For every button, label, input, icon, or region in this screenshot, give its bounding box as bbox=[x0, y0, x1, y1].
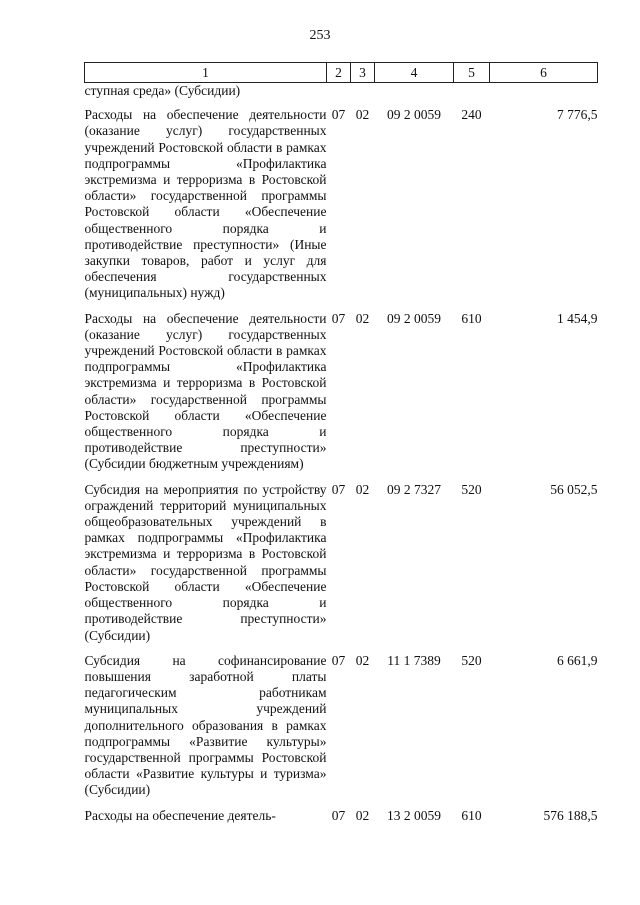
table-row bbox=[85, 808, 598, 833]
continuation-row bbox=[85, 83, 598, 108]
row-expense-type: 520 bbox=[461, 652, 482, 668]
row-subsection: 02 bbox=[355, 807, 370, 823]
row-subsection: 02 bbox=[355, 310, 370, 326]
table-row bbox=[85, 311, 598, 482]
row-amount: 576 188,5 bbox=[543, 807, 598, 823]
table-row bbox=[85, 653, 598, 808]
row-target-code: 09 2 0059 bbox=[387, 107, 441, 123]
row-amount: 7 776,5 bbox=[557, 107, 598, 123]
row-description: Расходы на обеспечение деятель- bbox=[84, 807, 276, 823]
row-target-code: 09 2 0059 bbox=[387, 310, 441, 326]
column-header-5: 5 bbox=[454, 63, 490, 83]
table-row bbox=[85, 107, 598, 310]
row-expense-type: 610 bbox=[461, 310, 482, 326]
row-amount: 1 454,9 bbox=[557, 310, 598, 326]
row-section: 07 bbox=[331, 107, 346, 123]
column-header-1: 1 bbox=[85, 63, 327, 83]
row-section: 07 bbox=[331, 807, 346, 823]
row-expense-type: 610 bbox=[461, 807, 482, 823]
row-expense-type: 240 bbox=[461, 107, 482, 123]
row-target-code: 09 2 7327 bbox=[387, 481, 441, 497]
column-header-6: 6 bbox=[490, 63, 598, 83]
column-header-2: 2 bbox=[327, 63, 351, 83]
row-description: Субсидия на софинансирование повышения заработной платы педагогическим работникам муниципальных учреждений дополнительного образования в рамках подпрограммы «Развитие культуры» государственной программы Ростовской области «Развитие культуры и туризма» (Субсидии) bbox=[84, 652, 327, 798]
continuation-text: ступная среда» (Субсидии) bbox=[84, 83, 241, 98]
row-section: 07 bbox=[331, 481, 346, 497]
row-target-code: 11 1 7389 bbox=[387, 652, 441, 668]
row-target-code: 13 2 0059 bbox=[387, 807, 441, 823]
row-description: Расходы на обеспечение деятельности (оказание услуг) государственных учреждений Ростовской области в рамках подпрограммы «Профилактика экстремизма и терроризма в Ростовской области» государственной программы Ростовской области «Обеспечение общественного порядка и противодействие преступности» (Субсидии бюджетным учреждениям) bbox=[84, 310, 327, 472]
table-row bbox=[85, 482, 598, 653]
budget-table bbox=[84, 62, 598, 833]
row-expense-type: 520 bbox=[461, 481, 482, 497]
row-amount: 6 661,9 bbox=[557, 652, 598, 668]
column-header-row bbox=[85, 63, 598, 83]
row-subsection: 02 bbox=[355, 107, 370, 123]
column-header-3: 3 bbox=[351, 63, 375, 83]
page-number: 253 bbox=[309, 28, 331, 43]
column-header-4: 4 bbox=[375, 63, 454, 83]
row-section: 07 bbox=[331, 652, 346, 668]
row-subsection: 02 bbox=[355, 481, 370, 497]
row-description: Субсидия на мероприятия по устройству ограждений территорий муниципальных общеобразовательных учреждений в рамках подпрограммы «Профилактика экстремизма и терроризма в Ростовской области» государственной программы Ростовской области «Обеспечение общественного порядка и противодействие преступности» (Субсидии) bbox=[84, 481, 327, 643]
row-section: 07 bbox=[331, 310, 346, 326]
row-subsection: 02 bbox=[355, 652, 370, 668]
row-description: Расходы на обеспечение деятельности (оказание услуг) государственных учреждений Ростовской области в рамках подпрограммы «Профилактика экстремизма и терроризма в Ростовской области» государственной программы Ростовской области «Обеспечение общественного порядка и противодействие преступности» (Иные закупки товаров, работ и услуг для обеспечения государственных (муниципальных) нужд) bbox=[84, 107, 327, 301]
row-amount: 56 052,5 bbox=[550, 481, 598, 497]
